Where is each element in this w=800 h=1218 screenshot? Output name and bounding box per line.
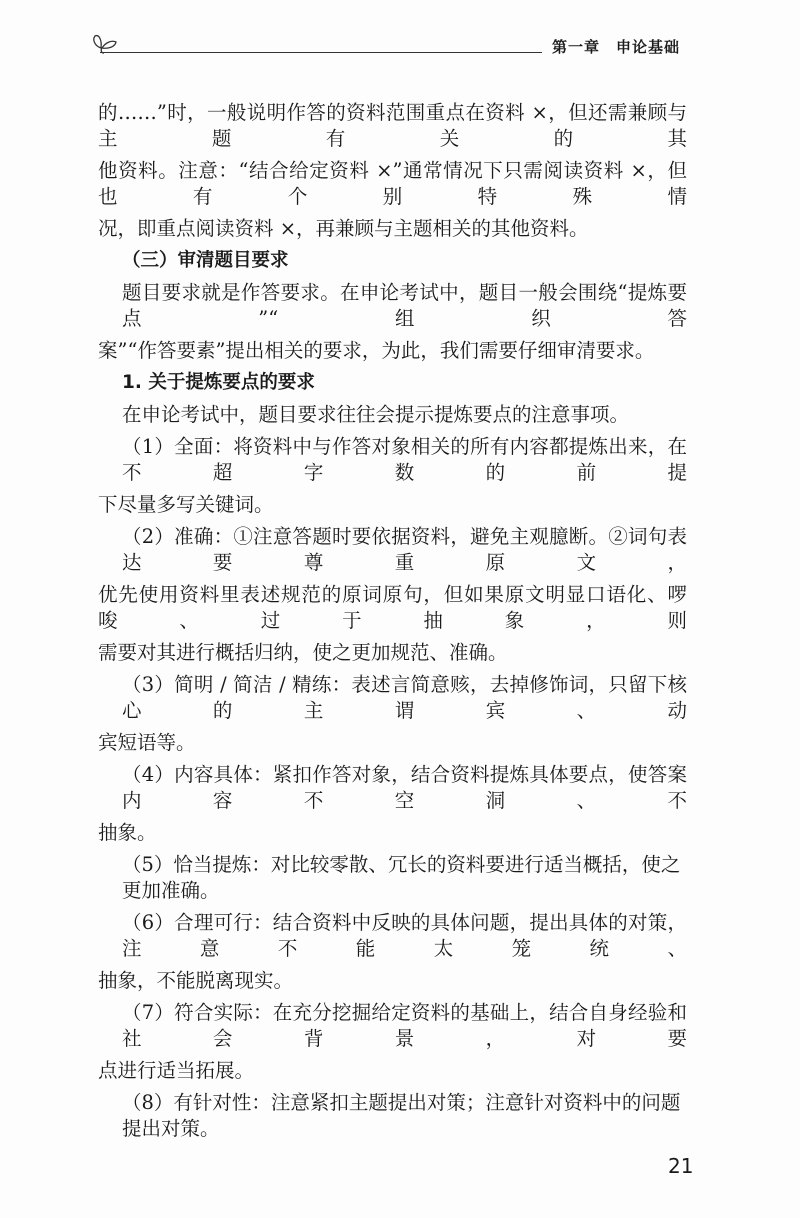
text-line: （2）准确：①注意答题时要依据资料，避免主观臆断。②词句表达要尊重原文， (122, 525, 687, 574)
text-line: 点进行适当拓展。 (98, 1059, 255, 1082)
text-line: 的……”时，一般说明作答的资料范围重点在资料 ×，但还需兼顾与主题有关的其 (98, 101, 687, 150)
page-number: 21 (668, 1154, 694, 1178)
header-rule (100, 52, 542, 53)
text-line: （1）全面：将资料中与作答对象相关的所有内容都提炼出来，在不超字数的前提 (122, 435, 687, 484)
text-line: 宾短语等。 (98, 731, 196, 754)
text-line: 抽象，不能脱离现实。 (98, 969, 294, 992)
section-heading: 1. 关于提炼要点的要求 (122, 372, 315, 393)
text-line: （6）合理可行：结合资料中反映的具体问题，提出具体的对策，注意不能太笼统、 (122, 911, 687, 960)
chapter-title: 第一章 申论基础 (552, 38, 681, 56)
text-line: 况，即重点阅读资料 ×，再兼顾与主题相关的其他资料。 (98, 217, 589, 240)
text-line: （4）内容具体：紧扣作答对象，结合资料提炼具体要点，使答案内容不空洞、不 (122, 763, 687, 812)
text-line: 需要对其进行概括归纳，使之更加规范、准确。 (98, 641, 508, 664)
text-line: （3）简明 / 简洁 / 精练：表述言简意赅，去掉修饰词，只留下核心的主谓宾、动 (122, 673, 687, 722)
text-line: 题目要求就是作答要求。在申论考试中，题目一般会围绕“提炼要点”“组织答 (122, 281, 687, 330)
text-line: 在申论考试中，题目要求往往会提示提炼要点的注意事项。 (122, 403, 630, 426)
text-line: 优先使用资料里表述规范的原词原句，但如果原文明显口语化、啰唆、过于抽象，则 (98, 583, 687, 632)
section-heading: （三）审清题目要求 (122, 250, 289, 271)
text-line: 案”“作答要素”提出相关的要求，为此，我们需要仔细审清要求。 (98, 339, 655, 362)
text-line: 他资料。注意：“结合给定资料 ×”通常情况下只需阅读资料 ×，但也有个别特殊情 (98, 159, 687, 208)
text-line: 下尽量多写关键词。 (98, 493, 274, 516)
text-line: （5）恰当提炼：对比较零散、冗长的资料要进行适当概括，使之更加准确。 (122, 853, 681, 902)
text-line: （8）有针对性：注意紧扣主题提出对策；注意针对资料中的问题提出对策。 (122, 1091, 681, 1140)
text-line: （7）符合实际：在充分挖掘给定资料的基础上，结合自身经验和社会背景，对要 (122, 1001, 687, 1050)
text-line: 抽象。 (98, 821, 157, 844)
